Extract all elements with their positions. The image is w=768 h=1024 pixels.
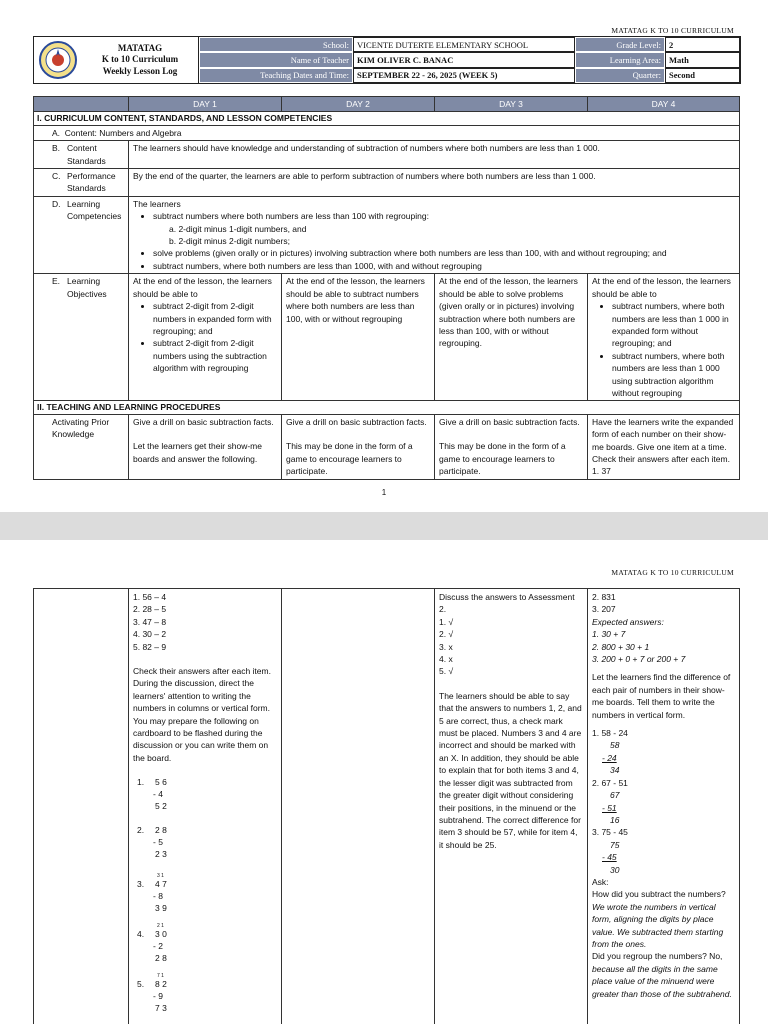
competency-item: • subtract numbers where both numbers are less than 100 with regrouping: xyxy=(153,210,735,222)
day-header-blank xyxy=(34,97,129,112)
lesson-table xyxy=(33,96,740,480)
performance-label: C. Performance Standards xyxy=(34,169,129,197)
area-value: Math xyxy=(665,52,740,67)
activating-day-3: Give a drill on basic subtraction facts. This may be done in the form of a game to encourage learners to participate. xyxy=(435,414,588,479)
competencies-label: D. Learning Competencies xyxy=(34,196,129,273)
standards-label: B. Content Standards xyxy=(34,141,129,169)
dates-value: SEPTEMBER 22 - 26, 2025 (WEEK 5) xyxy=(353,68,575,83)
content-row: A. Content: Numbers and Algebra xyxy=(34,125,740,140)
curriculum-header: MATATAG K TO 10 CURRICULUM xyxy=(611,568,734,577)
page-number: 1 xyxy=(381,488,387,497)
vertical-calc: 2. 2 8 - 5 2 3 xyxy=(137,825,167,860)
activating-day-2: Give a drill on basic subtraction facts. This may be done in the form of a game to encourage learners to participate. xyxy=(282,414,435,479)
school-value: VICENTE DUTERTE ELEMENTARY SCHOOL xyxy=(353,37,575,52)
day-header-1: DAY 1 xyxy=(129,97,282,112)
header-box xyxy=(33,36,741,84)
grade-value: 2 xyxy=(665,37,740,52)
label-cell-blank xyxy=(34,589,129,1024)
d3-explanation: The learners should be able to say that the answers to numbers 1, 2, and 5 are correct, thus, a check mark must be placed. Numbers 3 and 4 are incorrect and should be marked with an X. In addition, they should be able to explain that for both items 3 and 4, the lesser digit was subtracted from the greater digit without considering their positions, in the minuend or the subtrahend. The correct difference for item 3 should be 57, while for item 4, it should be 25. xyxy=(439,690,582,850)
performance-text: By the end of the quarter, the learners are able to perform subtraction of numbers where both numbers are less than 1 000. xyxy=(129,169,740,197)
teacher-value: KIM OLIVER C. BANAC xyxy=(353,52,575,67)
area-label: Learning Area: xyxy=(575,52,665,67)
activating-label: Activating Prior Knowledge xyxy=(34,414,129,479)
activating-day-4: Have the learners write the expanded form of each number on their show-me boards. Give one item at a time. Check their answers after each item. 1. 37 xyxy=(588,414,740,479)
d4-problem: 2. 67 - 51 xyxy=(592,777,628,788)
day-header-3: DAY 3 xyxy=(435,97,588,112)
competencies-text: The learners • subtract numbers where both numbers are less than 100 with regrouping: a. 2-digit minus 1-digit numbers, and b. 2-digit minus 2-digit numbers; • solve problems (given orally or in pictures) involving subtraction where both numbers are less than 100, with and without regrouping; and • subtract numbers, where both numbers are less than 1000, with and without regrouping xyxy=(129,196,740,273)
page-2 xyxy=(0,540,768,1024)
lesson-table-continued xyxy=(33,588,740,1024)
grade-label: Grade Level: xyxy=(575,37,665,52)
day-header-2: DAY 2 xyxy=(282,97,435,112)
section-1-heading: I. CURRICULUM CONTENT, STANDARDS, AND LESSON COMPETENCIES xyxy=(34,112,740,125)
d1-discussion-text: Check their answers after each item. During the discussion, direct the learners' attention to writing the numbers in columns or vertical form. You may prepare the following on cardboard to be flashed during the discussion or you can write them on the board. xyxy=(133,666,271,763)
section-2-heading: II. TEACHING AND LEARNING PROCEDURES xyxy=(34,401,740,414)
dates-label: Teaching Dates and Time: xyxy=(199,68,353,83)
d4-problem: 1. 58 - 24 xyxy=(592,728,628,739)
deped-seal-icon xyxy=(34,37,82,83)
p2-day-2 xyxy=(282,589,435,1024)
vertical-calc: 2 1 4. 3 0 - 2 2 8 xyxy=(137,923,167,964)
quarter-label: Quarter: xyxy=(575,68,665,83)
objectives-day-4: At the end of the lesson, the learners should be able to • subtract numbers, where both numbers are less than 1 000 in expanded form without regrouping; and • subtract numbers, where both numbers are less than 1 000 using subtraction algorithm without regrouping xyxy=(588,274,740,401)
competency-item: • subtract numbers, where both numbers are less than 1000, with and without regrouping xyxy=(153,260,735,272)
objectives-day-1: At the end of the lesson, the learners should be able to • subtract 2-digit from 2-digit numbers in expanded form with regrouping; and • subtract 2-digit from 2-digit numbers using the subtraction algorithm with regrouping xyxy=(129,274,282,401)
document-title: MATATAG K to 10 Curriculum Weekly Lesson Log xyxy=(101,42,179,76)
day-header-4: DAY 4 xyxy=(588,97,740,112)
activating-day-1: Give a drill on basic subtraction facts. Let the learners get their show-me boards and answer the following. xyxy=(129,414,282,479)
school-label: School: xyxy=(199,37,353,52)
header-info-grid xyxy=(198,37,740,83)
quarter-value: Second xyxy=(665,68,740,83)
objectives-day-2: At the end of the lesson, the learners should be able to subtract numbers where both numbers are less than 100, with or without regrouping xyxy=(282,274,435,401)
objectives-label: E. Learning Objectives xyxy=(34,274,129,401)
objectives-day-3: At the end of the lesson, the learners should be able to solve problems (given orally or in pictures) involving subtraction where both numbers are less than 100, with or without regrouping. xyxy=(435,274,588,401)
teacher-label: Name of Teacher xyxy=(199,52,353,67)
p2-day-3: Discuss the answers to Assessment 2. 1. √ 2. √ 3. x 4. x 5. √ The learners should be able to say that the answers to numbers 1, 2, and 5 are correct, thus, a check mark must be placed. Numbers 3 and 4 are incorrect and should be marked with an X. In addition, they should be able to explain that for both items 3 and 4, the lesser digit was subtracted from the greater digit without considering their positions, in the minuend or the subtrahend. The correct difference for item 3 should be 57, while for item 4, it should be 25. xyxy=(435,589,588,1024)
competency-item: • solve problems (given orally or in pictures) involving subtraction where both numbers are less than 100, with and without regrouping; and xyxy=(153,247,735,259)
p2-day-1: 1. 56 – 4 2. 28 – 5 3. 47 – 8 4. 30 – 2 5. 82 – 9 Check their answers after each item. During the discussion, direct the learners' attention to writing the numbers in columns or vertical form. You may prepare the following on cardboard to be flashed during the discussion or you can write them on the board. 1. 5 6 - 4 5 2 2. 2 8 - 5 2 3 3 1 3. 4 7 - 8 3 9 2 1 4. 3 0 - 2 2 8 7 1 5. 8 2 - 9 7 3 xyxy=(129,589,282,1024)
standards-text: The learners should have knowledge and understanding of subtraction of numbers where both numbers are less than 1 000. xyxy=(129,141,740,169)
vertical-calc: 1. 5 6 - 4 5 2 xyxy=(137,777,167,812)
vertical-calc: 3 1 3. 4 7 - 8 3 9 xyxy=(137,873,167,914)
vertical-calc: 7 1 5. 8 2 - 9 7 3 xyxy=(137,973,167,1014)
p2-day-4: 2. 831 3. 207 Expected answers: 1. 30 + 7 2. 800 + 30 + 1 3. 200 + 0 + 7 or 200 + 7 Let the learners find the difference of each pair of numbers in their show- me boards. Tell them to write the numbers in vertical form. 1. 58 - 24 58 - 24 34 2. 67 - 51 67 - 51 16 3. 75 - 45 75 - 45 30 Ask: How did you subtract the numbers? We wrote the numbers in vertical form, aligning the digits by place value. We subtracted them starting from the ones. Did you regroup the numbers? No, because all the digits in the same place value of the minuend were greater than those of the subtrahend. xyxy=(588,589,740,1024)
d4-problem: 3. 75 - 45 xyxy=(592,827,628,838)
curriculum-header: MATATAG K TO 10 CURRICULUM xyxy=(611,26,734,35)
